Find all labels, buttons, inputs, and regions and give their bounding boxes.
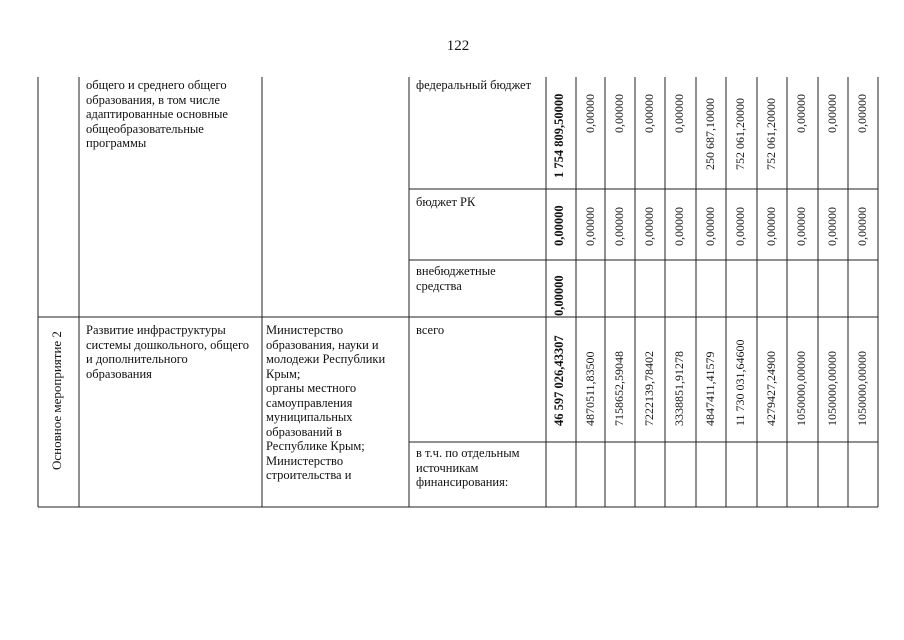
federal-value: 0,00000 [612, 94, 626, 133]
rk-value: 0,00000 [703, 207, 717, 246]
all-value: 7222139,78402 [642, 351, 656, 426]
page-number: 122 [446, 38, 470, 54]
extra-label: внебюджетные средства [416, 264, 496, 293]
all-value: 1050000,00000 [794, 351, 808, 426]
all-value: 7158652,59048 [612, 351, 626, 426]
all-value: 1050000,00000 [855, 351, 869, 426]
all-value: 11 730 031,64600 [733, 339, 747, 426]
block1-name: общего и среднего общего образования, в том числе адаптированные основные общеобразовательные программы [86, 78, 228, 150]
rk-label: бюджет РК [416, 195, 476, 209]
rk-value: 0,00000 [825, 207, 839, 246]
all-label: всего [416, 323, 445, 337]
federal-value: 0,00000 [794, 94, 808, 133]
all-value: 4847411,41579 [703, 351, 717, 426]
all-total: 46 597 026,43307 [552, 335, 566, 426]
all-value: 4279427,24900 [764, 351, 778, 426]
block2-executors: Министерство образования, науки и молодежи Республики Крым; органы местного самоуправления муниципальных образований в Республике Крым; Министерство строительства и [266, 323, 386, 482]
federal-value: 0,00000 [642, 94, 656, 133]
federal-value: 0,00000 [825, 94, 839, 133]
federal-label: федеральный бюджет [416, 78, 532, 92]
all-value: 3338851,91278 [672, 351, 686, 426]
federal-value: 0,00000 [855, 94, 869, 133]
rk-value: 0,00000 [642, 207, 656, 246]
rk-value: 0,00000 [672, 207, 686, 246]
extra-total: 0,00000 [552, 275, 566, 316]
federal-total: 1 754 809,50000 [552, 93, 566, 178]
all-value: 4870511,83500 [583, 351, 597, 426]
federal-value: 0,00000 [583, 94, 597, 133]
federal-value: 0,00000 [672, 94, 686, 133]
rk-value: 0,00000 [733, 207, 747, 246]
sources-label: в т.ч. по отдельным источникам финансирования: [416, 446, 520, 489]
federal-value: 752 061,20000 [764, 98, 778, 170]
all-value: 1050000,00000 [825, 351, 839, 426]
rk-value: 0,00000 [764, 207, 778, 246]
rk-value: 0,00000 [794, 207, 808, 246]
federal-value: 752 061,20000 [733, 98, 747, 170]
federal-value: 250 687,10000 [703, 98, 717, 170]
side-label: Основное мероприятие 2 [49, 331, 64, 470]
rk-value: 0,00000 [855, 207, 869, 246]
rk-value: 0,00000 [612, 207, 626, 246]
rk-total: 0,00000 [552, 205, 566, 246]
rk-value: 0,00000 [583, 207, 597, 246]
block2-name: Развитие инфраструктуры системы дошкольного, общего и дополнительного образования [86, 323, 250, 381]
